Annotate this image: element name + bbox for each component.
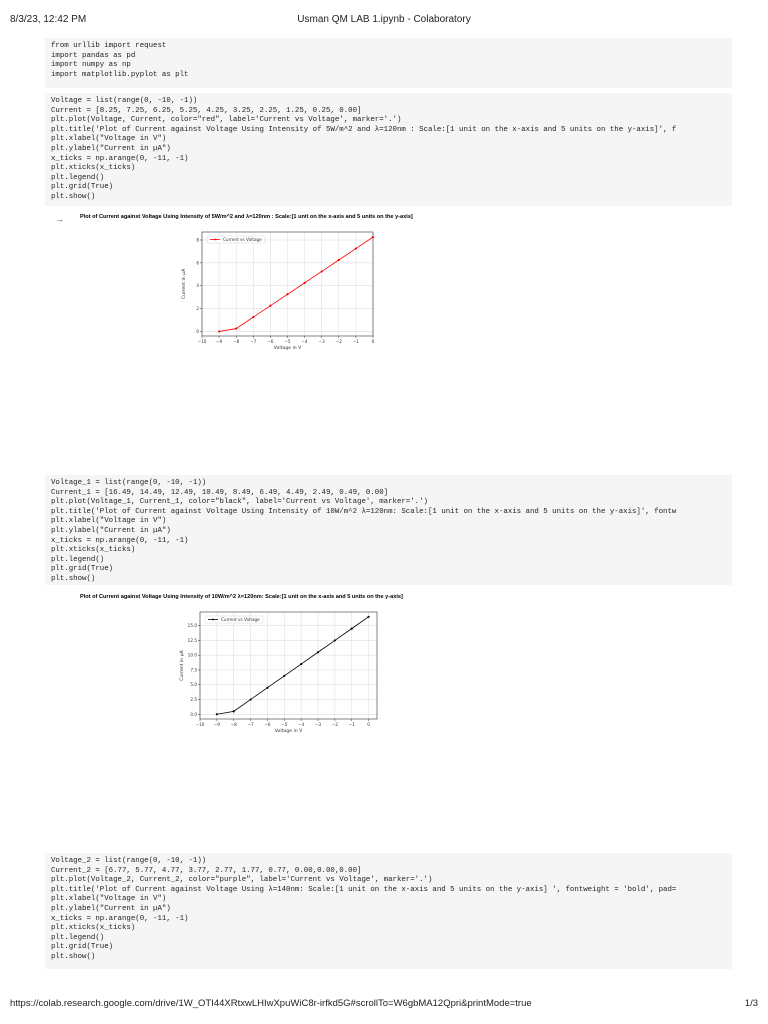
data-point [300,663,302,665]
x-tick-label: −1 [352,339,359,344]
x-tick-label: −7 [247,722,254,727]
data-point [286,293,288,295]
data-point [355,247,357,249]
chart-2-title: Plot of Current against Voltage Using Intensity of 10W/m^2 λ=120nm: Scale:[1 unit on the x-axis and 5 units on the y-axis] [80,594,403,600]
data-point [321,270,323,272]
code-line: plt.ylabel("Current in μA") [51,144,171,153]
data-point [351,628,353,630]
data-point [283,675,285,677]
code-line: Voltage_2 = list(range(0, -10, -1)) [51,857,207,865]
code-line: Current = [8.25, 7.25, 6.25, 5.25, 4.25, 3.25, 2.25, 1.25, 0.25, 0.00] [51,106,362,115]
data-point [252,316,254,318]
x-tick-label: −3 [318,339,325,344]
legend-marker [212,619,214,621]
x-tick-label: −9 [213,722,220,727]
code-line: plt.ylabel("Current in μA") [51,904,171,913]
code-line: plt.title('Plot of Current against Voltage Using Intensity of 5W/m^2 and λ=120nm : Scale:[1 unit on the x-axis and 5 units on the y-axis]', f [51,125,677,134]
data-point [216,713,218,715]
x-tick-label: −5 [281,722,288,727]
code-line: plt.grid(True) [51,943,114,952]
code-line: import matplotlib.pyplot as plt [51,70,189,79]
x-tick-label: −8 [233,339,240,344]
y-tick-label: 2 [196,306,199,312]
code-cell-plot-2[interactable] [45,475,732,585]
x-tick-label: −4 [298,722,305,727]
code-line: plt.xticks(x_ticks) [51,546,136,555]
code-line: plt.show() [51,952,96,961]
data-point [338,259,340,261]
code-line: import numpy as np [51,61,131,70]
y-tick-label: 2.5 [190,696,197,702]
code-line: x_ticks = np.arange(0, -11, -1) [51,536,189,545]
chart-1 [180,224,390,366]
code-cell-plot-1[interactable] [45,93,732,206]
code-line: plt.grid(True) [51,565,114,574]
y-tick-label: 0 [196,328,199,334]
y-tick-label: 8 [196,237,199,243]
code-line: plt.title('Plot of Current against Voltage Using λ=140nm: Scale:[1 unit on the x-axis and 5 units on the y-axis] ', fontweight = 'bold', pad= [51,885,677,894]
x-tick-label: −8 [230,722,237,727]
plot-area [200,612,377,719]
code-line: Voltage = list(range(0, -10, -1)) [51,97,198,105]
data-point [367,616,369,618]
x-axis-label: Voltage in V [273,346,302,351]
y-tick-label: 0.0 [190,711,197,717]
code-line: plt.plot(Voltage_2, Current_2, color="purple", label='Current vs Voltage', marker='.') [51,876,433,885]
data-point [372,236,374,238]
legend-label: Current vs Voltage [223,237,262,242]
x-tick-label: 0 [371,339,375,344]
code-line: import pandas as pd [51,51,136,60]
page-number: 1/3 [744,998,758,1009]
code-line: plt.show() [51,192,96,201]
data-point [266,687,268,689]
print-datetime: 8/3/23, 12:42 PM [10,14,87,25]
x-tick-label: −9 [216,339,223,344]
y-tick-label: 10.0 [187,652,197,658]
x-tick-label: −10 [195,722,205,727]
y-tick-label: 12.5 [187,637,197,643]
data-point [249,698,251,700]
notebook-title: Usman QM LAB 1.ipynb - Colaboratory [297,14,471,25]
legend-label: Current vs Voltage [221,617,260,622]
chart-2 [170,604,390,744]
code-line: plt.xlabel("Voltage in V") [51,895,167,904]
x-tick-label: −3 [314,722,322,727]
code-line: plt.title('Plot of Current against Voltage Using Intensity of 10W/m^2 λ=120nm: Scale:[1 unit on the x-axis and 5 units on the y-axis]', fontw [51,507,677,516]
code-line: x_ticks = np.arange(0, -11, -1) [51,154,189,163]
code-cell-plot-3[interactable] [45,853,732,969]
legend-marker [214,239,216,241]
data-point [235,327,237,329]
data-point [218,330,220,332]
page-url[interactable]: https://colab.research.google.com/drive/1W_OTI44XRtxwLHIwXpuWiC8r-irfkd5G#scrollTo=W6gbMA12Qpri&printMode=true [10,998,532,1009]
data-point [304,282,306,284]
code-line: plt.grid(True) [51,183,114,192]
x-tick-label: −4 [301,339,308,344]
x-tick-label: −2 [335,339,342,344]
x-tick-label: −1 [348,722,355,727]
x-tick-label: −6 [267,339,274,344]
output-arrow-icon[interactable]: → [55,214,64,224]
code-line: plt.xticks(x_ticks) [51,924,136,933]
x-tick-label: −7 [250,339,257,344]
code-cell-imports[interactable] [45,38,732,88]
code-line: Current_2 = [6.77, 5.77, 4.77, 3.77, 2.77, 1.77, 0.77, 0.00,0.00,0.00] [51,866,362,875]
series-line [219,237,373,331]
x-tick-label: −2 [331,722,338,727]
y-tick-label: 7.5 [190,667,197,673]
code-line: plt.ylabel("Current in μA") [51,526,171,535]
y-axis-label: Current in μA [180,650,185,681]
y-tick-label: 5.0 [190,682,197,688]
code-line: plt.show() [51,574,96,583]
code-line: Voltage_1 = list(range(0, -10, -1)) [51,479,207,487]
x-tick-label: 0 [367,722,370,727]
chart-1-title: Plot of Current against Voltage Using Intensity of 5W/m^2 and λ=120nm : Scale:[1 unit on the x-axis and 5 units on the y-axis] [80,214,413,220]
x-tick-label: −6 [264,722,271,727]
y-axis-label: Current in μA [182,268,187,300]
y-tick-label: 4 [196,283,199,289]
x-tick-label: −5 [284,339,291,344]
code-line: plt.xlabel("Voltage in V") [51,135,167,144]
data-point [269,305,271,307]
code-line: plt.legend() [51,173,105,182]
code-line: Current_1 = [16.49, 14.49, 12.49, 10.49, 8.49, 6.49, 4.49, 2.49, 0.49, 0.00] [51,488,389,497]
data-point [334,639,336,641]
code-line: plt.legend() [51,555,105,564]
code-line: plt.plot(Voltage, Current, color="red", label='Current vs Voltage', marker='.') [51,116,402,125]
data-point [317,651,319,653]
data-point [233,710,235,712]
code-line: plt.xlabel("Voltage in V") [51,517,167,526]
x-tick-label: −10 [197,339,207,344]
y-tick-label: 15.0 [187,623,197,629]
x-axis-label: Voltage in V [274,729,303,734]
code-line: plt.legend() [51,933,105,942]
y-tick-label: 6 [196,260,199,266]
code-line: plt.xticks(x_ticks) [51,164,136,173]
code-line: x_ticks = np.arange(0, -11, -1) [51,914,189,923]
code-line: from urllib import request [51,42,167,50]
code-line: plt.plot(Voltage_1, Current_1, color="black", label='Current vs Voltage', marker='.') [51,498,428,507]
